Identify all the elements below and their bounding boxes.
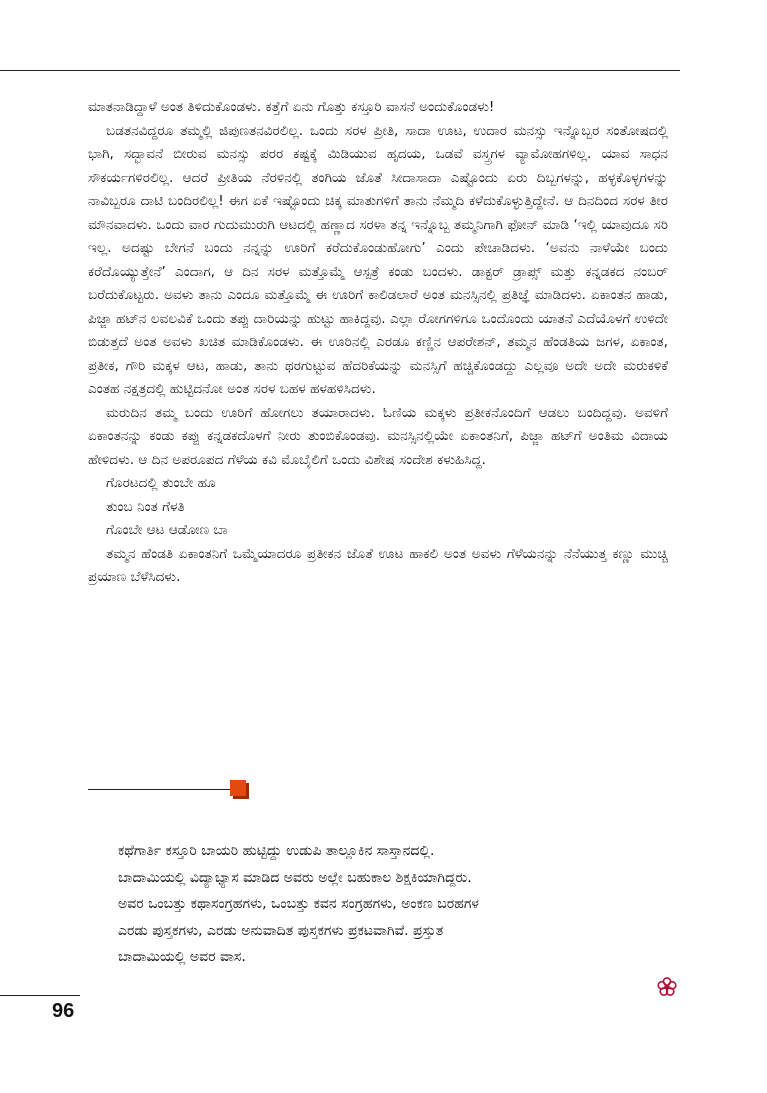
page-number-rule [0, 995, 80, 996]
top-rule [0, 70, 680, 71]
author-bio [118, 838, 658, 971]
paragraph: ಮರುದಿನ ತಮ್ಮ ಬಂದು ಊರಿಗೆ ಹೋಗಲು ತಯಾರಾದಳು. ಓಣಿಯ ಮಕ್ಕಳು ಪ್ರತೀಕನೊಂದಿಗೆ ಆಡಲು ಬಂದಿದ್ದವು. ಅವಳಿಗೆ ಏಕಾಂತನನ್ನು ಕಂಡು ಕಪ್ಪು ಕನ್ನಡಕದೊಳಗೆ ನೀರು ತುಂಬಿಕೊಂಡವು. ಮನಸ್ಸಿನಲ್ಲಿಯೇ ಏಕಾಂತನಿಗೆ, ಪಿಜ್ಜಾ ಹಟ್‌ಗೆ ಅಂತಿಮ ವಿದಾಯ ಹೇಳಿದಳು. ಆ ದಿನ ಅಪರೂಪದ ಗೆಳೆಯ ಕವಿ ಮೊಬೈಲಿಗೆ ಒಂದು ವಿಶೇಷ ಸಂದೇಶ ಕಳುಹಿಸಿದ್ದ. [88, 404, 668, 468]
paragraph: ತಮ್ಮನ ಹೆಂಡತಿ ಏಕಾಂತನಿಗೆ ಒಮ್ಮೆಯಾದರೂ ಪ್ರತೀಕನ ಜೊತೆ ಊಟ ಹಾಕಲಿ ಅಂತ ಅವಳು ಗೆಳೆಯನನ್ನು ನೆನೆಯುತ್ತ ಕಣ್ಣು ಮುಚ್ಚಿ ಪ್ರಯಾಣ ಬೆಳೆಸಿದಳು. [88, 545, 668, 585]
verse-line: ಗೊರಟದಲ್ಲಿ ತುಂಬೇ ಹೂ [106, 475, 216, 491]
verse-line: ಗೊಂಬೇ ಆಟ ಆಡೋಣ ಬಾ [106, 522, 228, 538]
section-divider [88, 789, 230, 790]
story-text [88, 96, 668, 590]
verse-line: ತುಂಬ ನಿಂತ ಗೆಳತಿ [106, 498, 185, 515]
bio-line: ಅವರ ಒಂಬತ್ತು ಕಥಾಸಂಗ್ರಹಗಳು, ಒಂಬತ್ತು ಕವನ ಸಂಗ್ರಹಗಳು, ಅಂಕಣ ಬರಹಗಳ [118, 896, 480, 912]
bio-line: ಬಾದಾಮಿಯಲ್ಲಿ ವಿದ್ಯಾಭ್ಯಾಸ ಮಾಡಿದ ಅವರು ಅಲ್ಲೇ ಬಹುಕಾಲ ಶಿಕ್ಷಕಿಯಾಗಿದ್ದರು. [118, 869, 472, 886]
bio-line: ಎರಡು ಪುಸ್ತಕಗಳು, ಎರಡು ಅನುವಾದಿತ ಪುಸ್ತಕಗಳು ಪ್ರಕಟವಾಗಿವೆ. ಪ್ರಸ್ತುತ [118, 922, 444, 939]
orange-square-bullet-icon [230, 780, 246, 796]
page-number: 96 [52, 1000, 75, 1022]
paragraph: ಬಡತನವಿದ್ದರೂ ತಮ್ಮಲ್ಲಿ ಜಿಪುಣತನವಿರಲಿಲ್ಲ. ಒಂದು ಸರಳ ಪ್ರೀತಿ, ಸಾದಾ ಊಟ, ಉದಾರ ಮನಸ್ಸು ಇನ್ನೊಬ್ಬರ ಸಂತೋಷದಲ್ಲಿ ಭಾಗಿ, ಸದ್ಭಾವನೆ ಬೀರುವ ಮನಸ್ಸು ಪರರ ಕಷ್ಟಕ್ಕೆ ಮಿಡಿಯುವ ಹೃದಯ, ಒಡವೆ ವಸ್ತ್ರಗಳ ವ್ಯಾಮೋಹಗಳಿಲ್ಲ. ಯಾವ ಸಾಧನ ಸೌಕರ್ಯಗಳಿರಲಿಲ್ಲ. ಆದರೆ ಪ್ರೀತಿಯ ನೆರಳಿನಲ್ಲಿ ತಂಗಿಯ ಜೊತೆ ಸೀದಾಸಾದಾ ಎಷ್ಟೊಂದು ಏರು ದಿಬ್ಬಗಳನ್ನು, ಹಳ್ಳಕೊಳ್ಳಗಳನ್ನು ನಾವಿಬ್ಬರೂ ದಾಟಿ ಬಂದಿರಲಿಲ್ಲ! ಈಗ ಏಕೆ ಇಷ್ಟೊಂದು ಚಿಕ್ಕ ಮಾತುಗಳಿಗೆ ತಾನು ನೆಮ್ಮದಿ ಕಳೆದುಕೊಳ್ಳುತ್ತಿದ್ದೇನೆ. ಆ ದಿನದಿಂದ ಸರಳ ತೀರ ಮೌನವಾದಳು. ಒಂದು ವಾರ ಗುದುಮುರುಗಿ ಆಟದಲ್ಲಿ ಹಣ್ಣಾದ ಸರಳಾ ತನ್ನ ಇನ್ನೊಬ್ಬ ತಮ್ಮನಿಗಾಗಿ ಫೋನ್ ಮಾಡಿ ‘ಇಲ್ಲಿ ಯಾವುದೂ ಸರಿ ಇಲ್ಲ. ಅದಷ್ಟು ಬೇಗನೆ ಬಂದು ನನ್ನನ್ನು ಊರಿಗೆ ಕರೆದುಕೊಂಡುಹೋಗು’ ಎಂದು ಪೇಚಾಡಿದಳು. ‘ಅವನು ನಾಳೆಯೇ ಬಂದು ಕರೆದೊಯ್ಯುತ್ತೇನೆ’ ಎಂದಾಗ, ಆ ದಿನ ಸರಳ ಮತ್ತೊಮ್ಮೆ ಆಸ್ಪತ್ರೆ ಕಂಡು ಬಂದಳು. ಡಾಕ್ಟರ್ ಡ್ರಾಪ್ಸ್ ಮತ್ತು ಕನ್ನಡಕದ ನಂಬರ್ ಬರೆದುಕೊಟ್ಟರು. ಅವಳು ತಾನು ಎಂದೂ ಮತ್ತೊಮ್ಮೆ ಈ ಊರಿಗೆ ಕಾಲಿಡಲಾರೆ ಅಂತ ಮನಸ್ಸಿನಲ್ಲಿ ಪ್ರತಿಜ್ಞೆ ಮಾಡಿದಳು. ಏಕಾಂತನ ಹಾಡು, ಪಿಜ್ಜಾ ಹಟ್‌ನ ಲವಲವಿಕೆ ಒಂದು ತಪ್ಪು ದಾರಿಯನ್ನು ಹುಟ್ಟು ಹಾಕಿದ್ದವು. ಎಲ್ಲಾ ರೋಗಗಳಿಗೂ ಒಂದೊಂದು ಯಾತನೆ ಎದೆಯೊಳಗೆ ಉಳಿದೇ ಬಿಡುತ್ತದೆ ಅಂತ ಅವಳು ಖಚಿತ ಮಾಡಿಕೊಂಡಳು. ಈ ಊರಿನಲ್ಲಿ ಎರಡೂ ಕಣ್ಣಿನ ಆಪರೇಶನ್, ತಮ್ಮನ ಹೆಂಡತಿಯ ಜಗಳ, ಏಕಾಂತ, ಪ್ರತೀಕ, ಗೌರಿ ಮಕ್ಕಳ ಆಟ, ಹಾಡು, ತಾನು ಥರಗುಟ್ಟುವ ಹೆದರಿಕೆಯನ್ನು ಮನಸ್ಸಿಗೆ ಹಚ್ಚಿಕೊಂಡದ್ದು ಎಲ್ಲವೂ ಅದೇ ಅದೇ ಮರುಕಳಿಕೆ ಎಂತಹ ನಕ್ಷತ್ರದಲ್ಲಿ ಹುಟ್ಟಿದನೋ ಅಂತ ಸರಳ ಬಹಳ ಹಳಹಳಿಸಿದಳು. [88, 122, 668, 397]
flower-icon [656, 976, 678, 998]
bio-line: ಬಾದಾಮಿಯಲ್ಲಿ ಅವರ ವಾಸ. [118, 949, 246, 965]
bio-line: ಕಥೆಗಾರ್ತಿ ಕಸ್ತೂರಿ ಬಾಯರಿ ಹುಟ್ಟಿದ್ದು ಉಡುಪಿ ತಾಲ್ಲೂಕಿನ ಸಾಸ್ತಾನದಲ್ಲಿ. [118, 843, 435, 859]
paragraph: ಮಾತನಾಡಿದ್ದಾಳೆ ಅಂತ ತಿಳಿದುಕೊಂಡಳು. ಕತ್ತೆಗೆ ಏನು ಗೊತ್ತು ಕಸ್ತೂರಿ ವಾಸನೆ ಅಂದುಕೊಂಡಳು! [88, 99, 495, 115]
